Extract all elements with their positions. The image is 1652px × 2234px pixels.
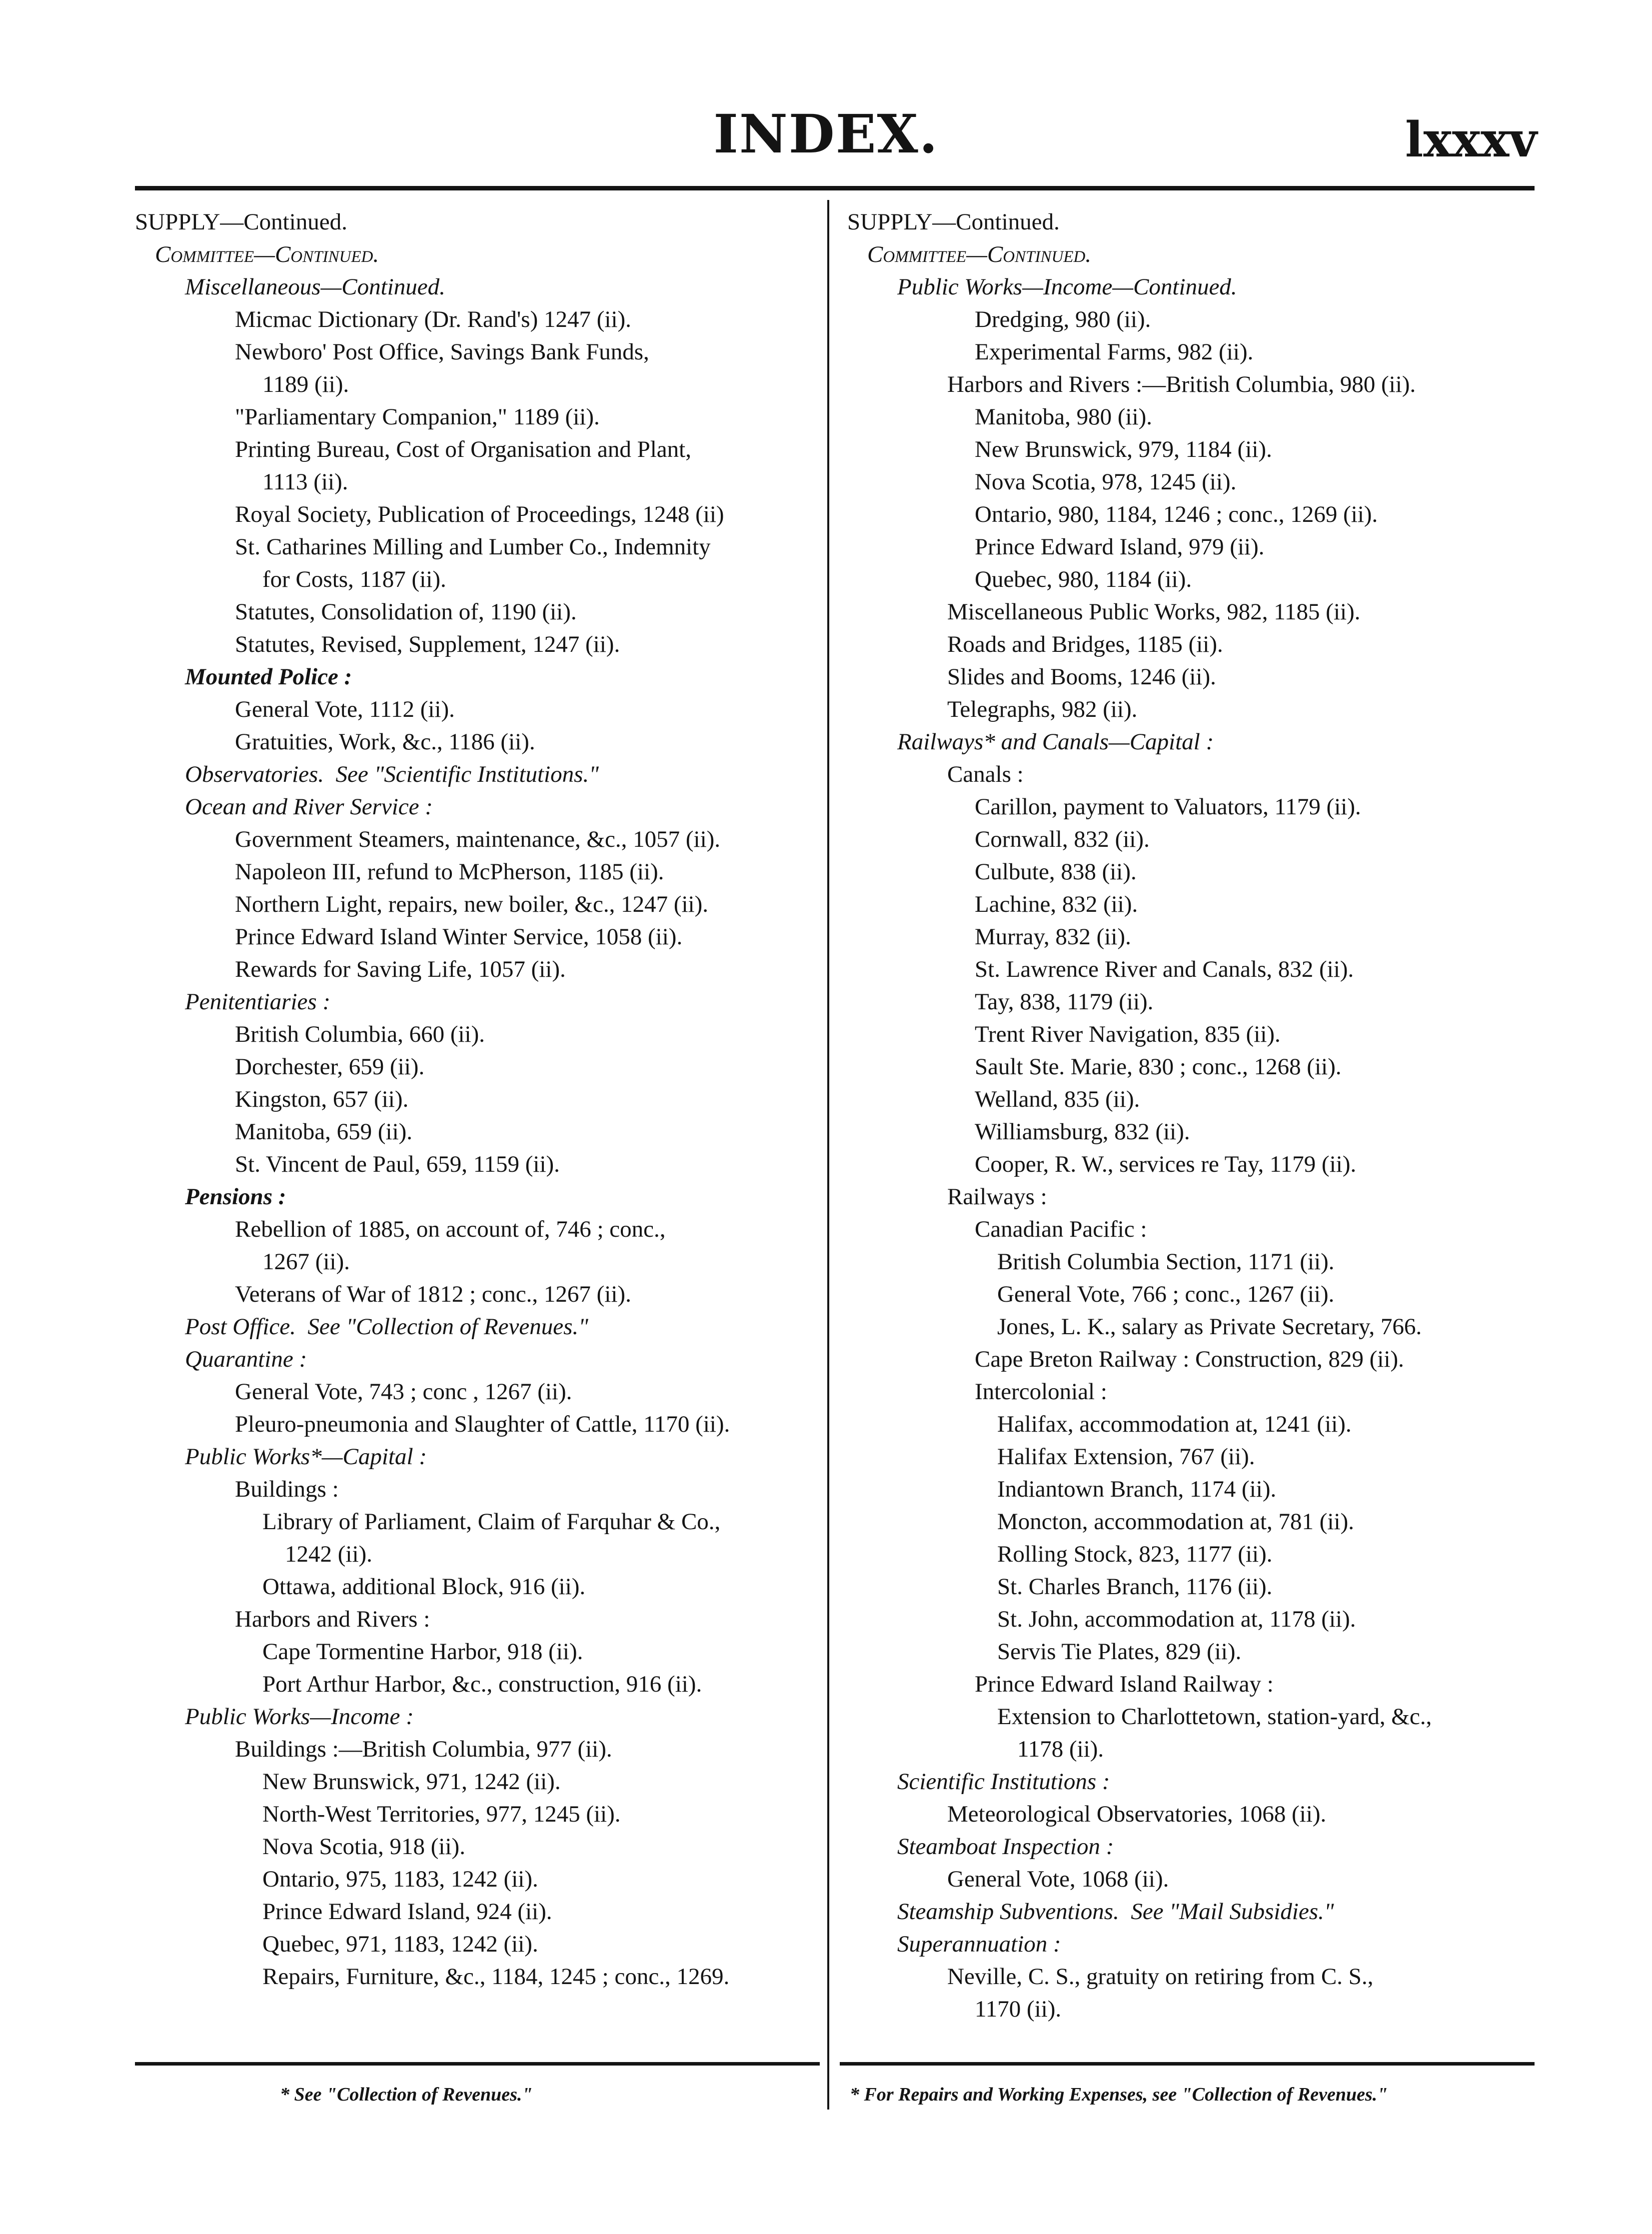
index-entry: Miscellaneous Public Works, 982, 1185 (ii). (947, 599, 1361, 625)
index-entry: SUPPLY—Continued. (135, 209, 347, 235)
index-entry: Veterans of War of 1812 ; conc., 1267 (ii). (235, 1281, 631, 1307)
index-entry: Canals : (947, 761, 1024, 787)
index-entry: North-West Territories, 977, 1245 (ii). (262, 1801, 621, 1827)
index-entry: Slides and Booms, 1246 (ii). (947, 664, 1216, 690)
index-entry: Prince Edward Island, 979 (ii). (975, 534, 1265, 560)
index-entry: 1242 (ii). (285, 1541, 372, 1567)
index-entry: Roads and Bridges, 1185 (ii). (947, 631, 1223, 657)
index-entry: Quebec, 971, 1183, 1242 (ii). (262, 1931, 538, 1957)
index-entry: Pleuro-pneumonia and Slaughter of Cattle, 1170 (ii). (235, 1411, 730, 1437)
index-entry: Harbors and Rivers :—British Columbia, 980 (ii). (947, 371, 1416, 397)
index-entry: Observatories. See "Scientific Institutions." (185, 761, 599, 787)
index-entry: Tay, 838, 1179 (ii). (975, 989, 1154, 1015)
footer-rule-left (135, 2062, 820, 2066)
index-entry: Williamsburg, 832 (ii). (975, 1119, 1190, 1145)
index-entry: Micmac Dictionary (Dr. Rand's) 1247 (ii). (235, 306, 631, 332)
index-entry: Penitentiaries : (185, 989, 331, 1015)
index-entry: Rebellion of 1885, on account of, 746 ; conc., (235, 1216, 666, 1242)
index-entry: Rolling Stock, 823, 1177 (ii). (997, 1541, 1273, 1567)
index-entry: Culbute, 838 (ii). (975, 859, 1137, 885)
footnote-right: * For Repairs and Working Expenses, see "Collection of Revenues." (850, 2084, 1388, 2105)
index-entry: Napoleon III, refund to McPherson, 1185 (ii). (235, 859, 664, 885)
index-entry: Buildings : (235, 1476, 339, 1502)
index-entry: Ontario, 975, 1183, 1242 (ii). (262, 1866, 538, 1892)
index-entry: Manitoba, 980 (ii). (975, 404, 1153, 430)
index-entry: Northern Light, repairs, new boiler, &c., 1247 (ii). (235, 891, 708, 917)
index-entry: New Brunswick, 979, 1184 (ii). (975, 436, 1272, 462)
index-entry: Canadian Pacific : (975, 1216, 1147, 1242)
index-entry: Scientific Institutions : (897, 1769, 1110, 1795)
index-entry: Newboro' Post Office, Savings Bank Funds, (235, 339, 649, 365)
index-entry: Neville, C. S., gratuity on retiring from C. S., (947, 1964, 1374, 1990)
index-entry: Ontario, 980, 1184, 1246 ; conc., 1269 (ii). (975, 501, 1378, 527)
index-entry: Indiantown Branch, 1174 (ii). (997, 1476, 1277, 1502)
index-entry: Trent River Navigation, 835 (ii). (975, 1021, 1281, 1047)
footnote-left: * See "Collection of Revenues." (280, 2084, 533, 2105)
index-entry: Halifax Extension, 767 (ii). (997, 1444, 1255, 1470)
index-entry: British Columbia, 660 (ii). (235, 1021, 485, 1047)
index-entry: Cornwall, 832 (ii). (975, 826, 1150, 852)
index-entry: 1267 (ii). (262, 1249, 350, 1275)
page-number: lxxxv (1405, 111, 1537, 168)
index-entry: Statutes, Consolidation of, 1190 (ii). (235, 599, 577, 625)
index-entry: Halifax, accommodation at, 1241 (ii). (997, 1411, 1352, 1437)
index-entry: Moncton, accommodation at, 781 (ii). (997, 1509, 1354, 1535)
index-entry: Gratuities, Work, &c., 1186 (ii). (235, 729, 535, 755)
index-entry: Public Works—Income—Continued. (897, 274, 1237, 300)
index-entry: Railways* and Canals—Capital : (897, 729, 1214, 755)
index-entry: Railways : (947, 1184, 1047, 1210)
index-entry: Government Steamers, maintenance, &c., 1057 (ii). (235, 826, 721, 852)
index-entry: Prince Edward Island, 924 (ii). (262, 1899, 552, 1925)
index-entry: Public Works—Income : (185, 1704, 414, 1730)
index-entry: 1178 (ii). (1017, 1736, 1104, 1762)
index-entry: Prince Edward Island Railway : (975, 1671, 1274, 1697)
index-entry: Cape Breton Railway : Construction, 829 (ii). (975, 1346, 1404, 1372)
index-entry: Servis Tie Plates, 829 (ii). (997, 1639, 1242, 1665)
index-entry: Port Arthur Harbor, &c., construction, 916 (ii). (262, 1671, 702, 1697)
index-entry: 1170 (ii). (975, 1996, 1062, 2022)
index-column-left (135, 206, 817, 1993)
index-entry: General Vote, 1112 (ii). (235, 696, 455, 722)
index-entry: Quarantine : (185, 1346, 307, 1372)
index-entry: Quebec, 980, 1184 (ii). (975, 566, 1192, 592)
index-entry: St. Catharines Milling and Lumber Co., Indemnity (235, 534, 711, 560)
index-entry: Pensions : (185, 1184, 286, 1210)
index-entry: St. John, accommodation at, 1178 (ii). (997, 1606, 1356, 1632)
index-entry: Committee—Continued. (867, 241, 1092, 267)
index-entry: Royal Society, Publication of Proceedings, 1248 (ii) (235, 501, 724, 527)
index-entry: Committee—Continued. (155, 241, 379, 267)
index-entry: Rewards for Saving Life, 1057 (ii). (235, 956, 566, 982)
column-divider (827, 200, 829, 2110)
index-entry: Manitoba, 659 (ii). (235, 1119, 413, 1145)
index-entry: Kingston, 657 (ii). (235, 1086, 409, 1112)
index-entry: "Parliamentary Companion," 1189 (ii). (235, 404, 600, 430)
index-entry: Nova Scotia, 918 (ii). (262, 1834, 465, 1860)
index-entry: Ottawa, additional Block, 916 (ii). (262, 1574, 586, 1600)
index-entry: British Columbia Section, 1171 (ii). (997, 1249, 1335, 1275)
index-entry: Harbors and Rivers : (235, 1606, 430, 1632)
index-entry: Telegraphs, 982 (ii). (947, 696, 1138, 722)
index-entry: SUPPLY—Continued. (847, 209, 1060, 235)
index-entry: Post Office. See "Collection of Revenues." (185, 1314, 588, 1340)
index-entry: Superannuation : (897, 1931, 1061, 1957)
index-entry: Experimental Farms, 982 (ii). (975, 339, 1254, 365)
index-entry: Public Works*—Capital : (185, 1444, 427, 1470)
index-entry: General Vote, 743 ; conc , 1267 (ii). (235, 1379, 572, 1405)
footer-rule-right (840, 2062, 1535, 2066)
index-entry: Statutes, Revised, Supplement, 1247 (ii). (235, 631, 620, 657)
index-entry: Cape Tormentine Harbor, 918 (ii). (262, 1639, 583, 1665)
index-entry: Library of Parliament, Claim of Farquhar & Co., (262, 1509, 721, 1535)
index-entry: Sault Ste. Marie, 830 ; conc., 1268 (ii). (975, 1054, 1342, 1080)
index-entry: Lachine, 832 (ii). (975, 891, 1138, 917)
index-entry: Repairs, Furniture, &c., 1184, 1245 ; conc., 1269. (262, 1964, 730, 1990)
index-entry: Miscellaneous—Continued. (185, 274, 445, 300)
index-entry: Steamboat Inspection : (897, 1834, 1114, 1860)
index-entry: 1189 (ii). (262, 371, 349, 397)
index-column-right (847, 206, 1542, 2026)
index-entry: General Vote, 1068 (ii). (947, 1866, 1169, 1892)
index-entry: Carillon, payment to Valuators, 1179 (ii). (975, 794, 1361, 820)
page-title: INDEX. (713, 102, 939, 165)
index-entry: for Costs, 1187 (ii). (262, 566, 446, 592)
index-entry: Prince Edward Island Winter Service, 1058 (ii). (235, 924, 683, 950)
index-entry: Extension to Charlottetown, station-yard, &c., (997, 1704, 1432, 1730)
index-entry: St. Lawrence River and Canals, 832 (ii). (975, 956, 1354, 982)
index-entry: Dorchester, 659 (ii). (235, 1054, 425, 1080)
index-entry: General Vote, 766 ; conc., 1267 (ii). (997, 1281, 1335, 1307)
index-entry: Welland, 835 (ii). (975, 1086, 1140, 1112)
index-entry: Murray, 832 (ii). (975, 924, 1131, 950)
index-entry: New Brunswick, 971, 1242 (ii). (262, 1769, 561, 1795)
index-entry: Intercolonial : (975, 1379, 1107, 1405)
header-rule (135, 186, 1535, 190)
index-entry: Ocean and River Service : (185, 794, 433, 820)
index-entry: St. Vincent de Paul, 659, 1159 (ii). (235, 1151, 560, 1177)
index-entry: Mounted Police : (185, 664, 352, 690)
index-entry: Printing Bureau, Cost of Organisation and Plant, (235, 436, 691, 462)
index-entry: Nova Scotia, 978, 1245 (ii). (975, 469, 1237, 495)
index-entry: 1113 (ii). (262, 469, 348, 495)
index-entry: Jones, L. K., salary as Private Secretary, 766. (997, 1314, 1422, 1340)
index-entry: Buildings :—British Columbia, 977 (ii). (235, 1736, 612, 1762)
index-entry: Steamship Subventions. See "Mail Subsidies." (897, 1899, 1334, 1925)
index-entry: Meteorological Observatories, 1068 (ii). (947, 1801, 1327, 1827)
index-entry: St. Charles Branch, 1176 (ii). (997, 1574, 1273, 1600)
index-entry: Dredging, 980 (ii). (975, 306, 1151, 332)
index-entry: Cooper, R. W., services re Tay, 1179 (ii). (975, 1151, 1357, 1177)
